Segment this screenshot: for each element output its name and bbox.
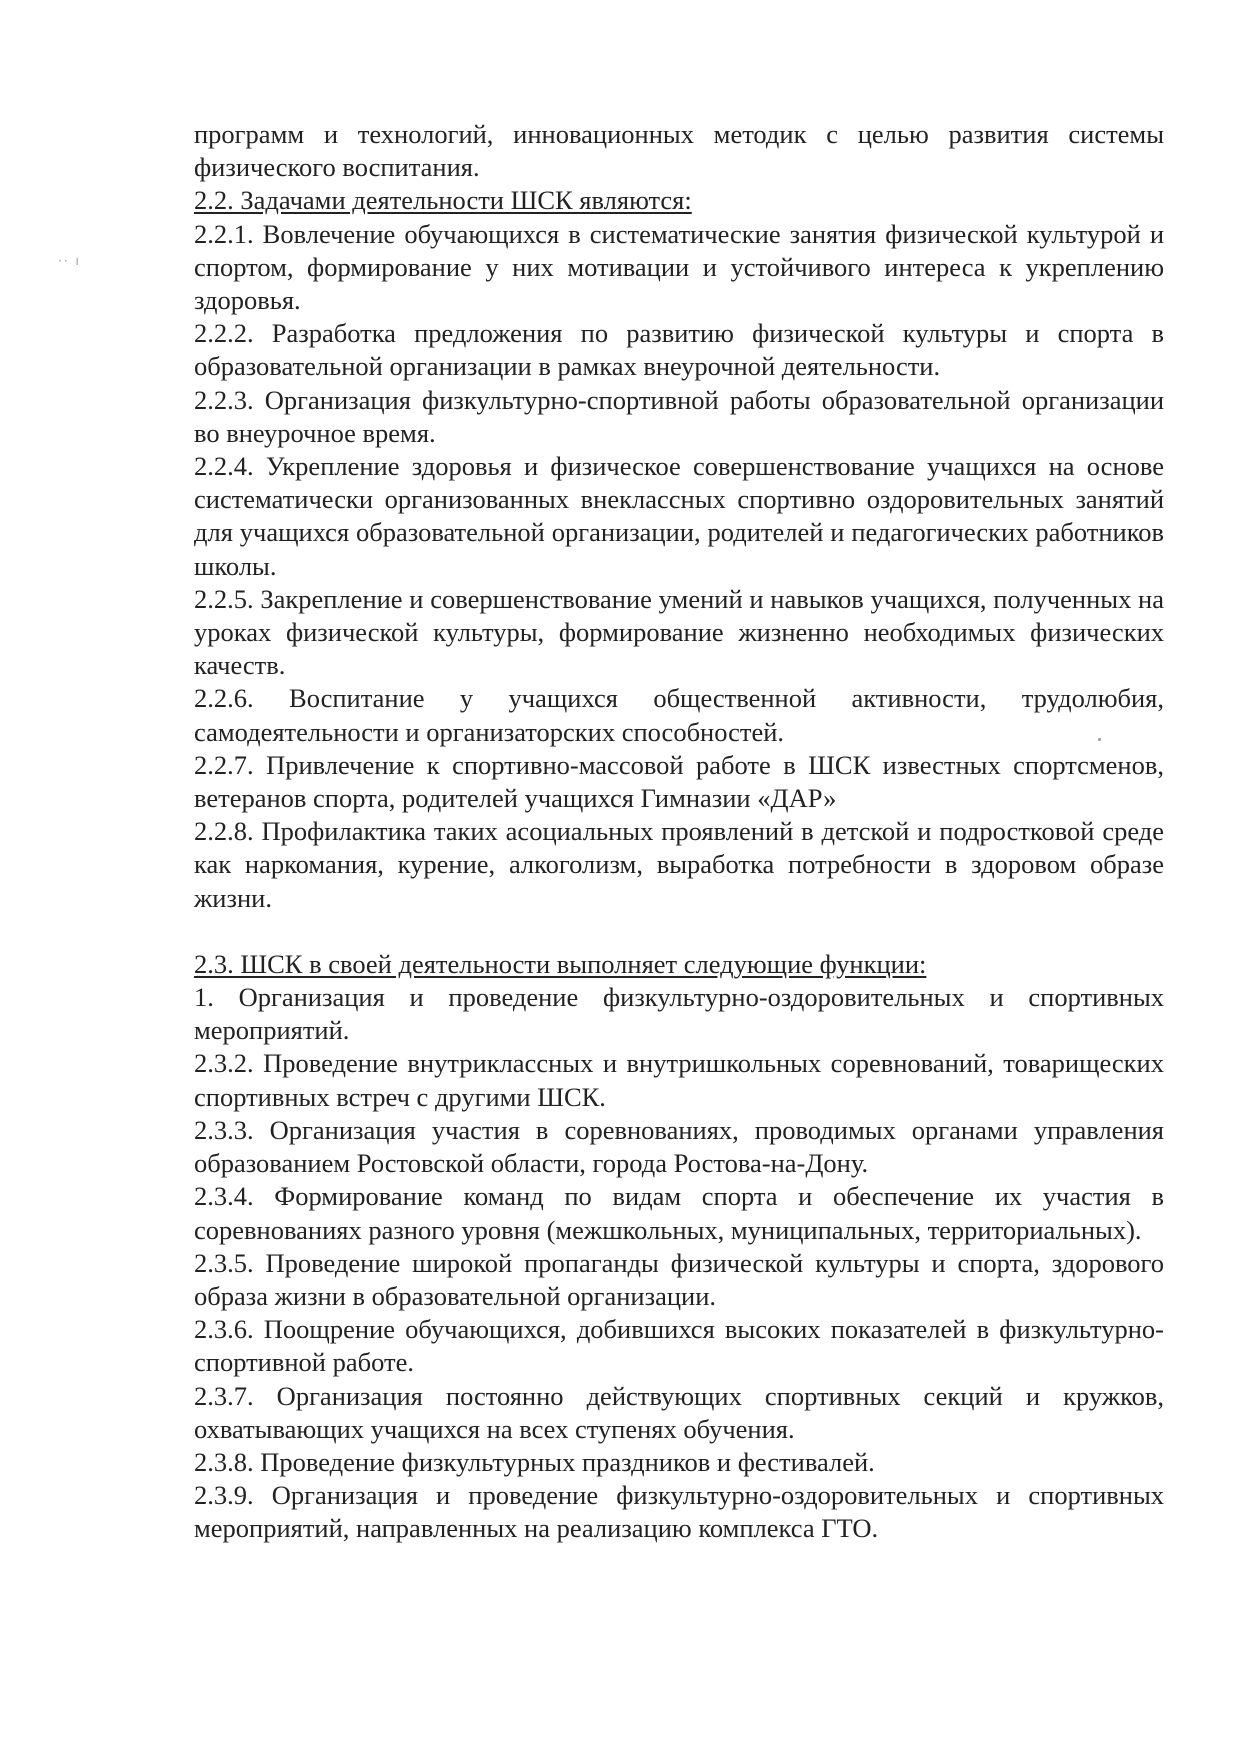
paragraph-2-2-1: 2.2.1. Вовлечение обучающихся в систематические занятия физической культурой и спортом, формирование у них мотивации и устойчивого интереса к укреплению здоровья. xyxy=(194,218,1164,316)
paragraph-2-3-5: 2.3.5. Проведение широкой пропаганды физической культуры и спорта, здорового образа жизни в образовательной организации. xyxy=(194,1247,1164,1311)
paragraph-2-2-5: 2.2.5. Закрепление и совершенствование умений и навыков учащихся, полученных на уроках физической культуры, формирование жизненно необходимых физических качеств. xyxy=(194,583,1164,681)
paragraph-2-3-3: 2.3.3. Организация участия в соревнованиях, проводимых органами управления образованием Ростовской области, города Ростова-на-Дону. xyxy=(194,1114,1164,1179)
scan-artifact-marks: ·· ı xyxy=(58,254,81,268)
section-spacer xyxy=(194,915,1164,948)
paragraph-intro: программ и технологий, инновационных методик с целью развития системы физического воспитания. xyxy=(194,119,1164,183)
paragraph-2-2-6: 2.2.6. Воспитание у учащихся общественной активности, трудолюбия, самодеятельности и организаторских способностей. xyxy=(194,683,1164,747)
paragraph-2-3-7: 2.3.7. Организация постоянно действующих спортивных секций и кружков, охватывающих учащихся на всех ступенях обучения. xyxy=(194,1380,1164,1444)
document-body xyxy=(194,118,1164,1546)
section-heading-2-2: 2.2. Задачами деятельности ШСК являются: xyxy=(194,185,692,216)
paragraph-2-3-1: 1. Организация и проведение физкультурно-оздоровительных и спортивных мероприятий. xyxy=(194,982,1164,1046)
paragraph-2-3-9: 2.3.9. Организация и проведение физкультурно-оздоровительных и спортивных мероприятий, направленных на реализацию комплекса ГТО. xyxy=(194,1480,1164,1544)
paragraph-2-3-4: 2.3.4. Формирование команд по видам спорта и обеспечение их участия в соревнованиях разного уровня (межшкольных, муниципальных, территориальных). xyxy=(194,1181,1164,1245)
paragraph-2-2-4: 2.2.4. Укрепление здоровья и физическое совершенствование учащихся на основе систематически организованных внеклассных спортивно оздоровительных занятий для учащихся образовательной организации, родителей и педагогических работников школы. xyxy=(194,451,1164,581)
paragraph-2-2-3: 2.2.3. Организация физкультурно-спортивной работы образовательной организации во внеурочное время. xyxy=(194,384,1164,448)
paragraph-2-2-8: 2.2.8. Профилактика таких асоциальных проявлений в детской и подростковой среде как наркомания, курение, алкоголизм, выработка потребности в здоровом образе жизни. xyxy=(194,816,1164,913)
paragraph-2-3-8: 2.3.8. Проведение физкультурных праздников и фестивалей. xyxy=(194,1446,875,1477)
paragraph-2-3-2: 2.3.2. Проведение внутриклассных и внутришкольных соревнований, товарищеских спортивных встреч с другими ШСК. xyxy=(194,1048,1164,1112)
paragraph-2-3-6: 2.3.6. Поощрение обучающихся, добившихся высоких показателей в физкультурно-спортивной работе. xyxy=(194,1314,1164,1378)
section-heading-2-3: 2.3. ШСК в своей деятельности выполняет следующие функции: xyxy=(194,948,927,979)
paragraph-2-2-7: 2.2.7. Привлечение к спортивно-массовой работе в ШСК известных спортсменов, ветеранов спорта, родителей учащихся Гимназии «ДАР» xyxy=(194,749,1164,814)
paragraph-2-2-2: 2.2.2. Разработка предложения по развитию физической культуры и спорта в образовательной организации в рамках внеурочной деятельности. xyxy=(194,318,1164,382)
